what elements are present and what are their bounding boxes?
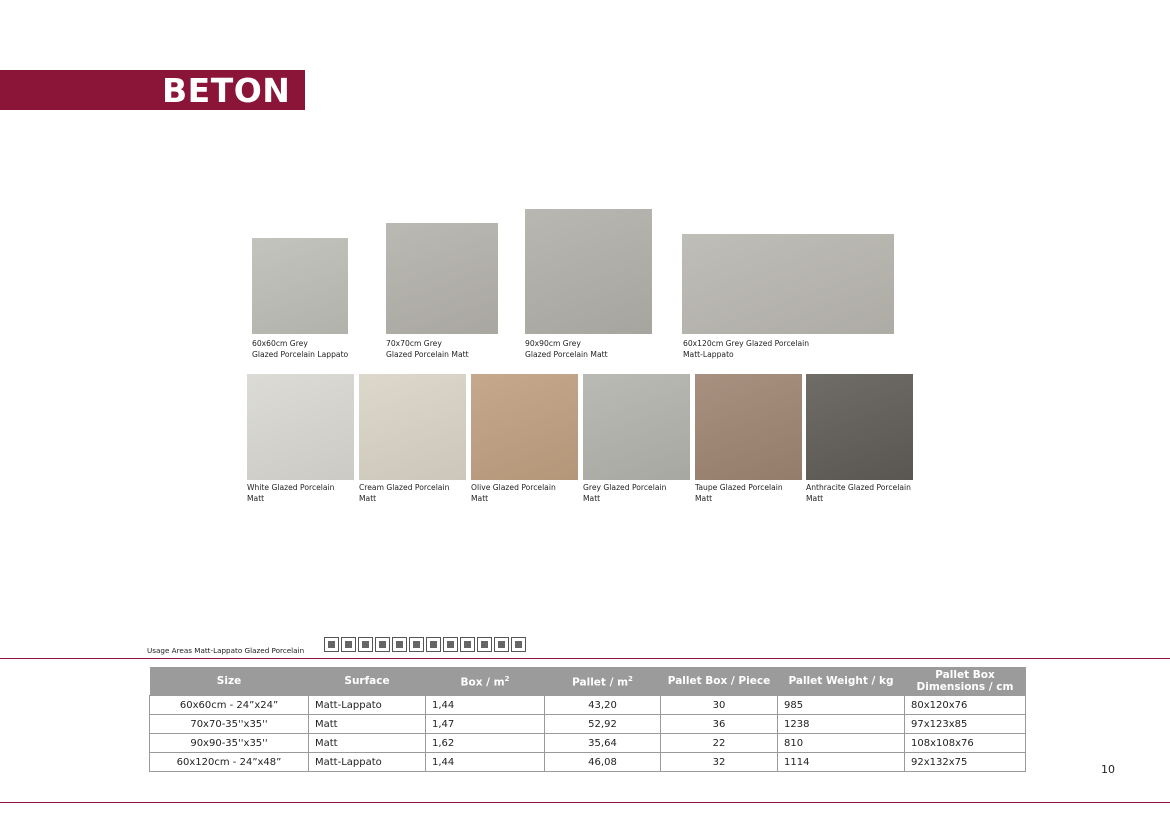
tile-caption-70x70 [386,339,469,360]
caption-line: Glazed Porcelain Matt [386,349,469,359]
col-header-pallet: Pallet / $m^2$ [545,667,661,696]
tile-swatch-cream [359,374,466,480]
caption-line: Matt [806,493,824,503]
cell-dimensions: 92x132x75 [905,753,1026,772]
cell-size: 90x90-35''x35'' [150,734,309,753]
tile-swatch-anthracite [806,374,913,480]
tile-swatch-taupe [695,374,802,480]
cell-surface: Matt [309,715,426,734]
col-header-pallet-weight: Pallet Weight / kg [778,667,905,696]
cell-pallet: 52,92 [545,715,661,734]
tile-caption-white [247,483,334,504]
pool-icon [460,637,475,652]
col-header-pallet-box: Pallet Box / Piece [661,667,778,696]
caption-line: Cream Glazed Porcelain [359,483,450,492]
r-rating-icon [494,637,509,652]
table-row [150,715,1026,734]
caption-line: Taupe Glazed Porcelain [695,483,783,492]
tile-swatch-70x70 [386,223,498,334]
cell-size: 70x70-35''x35'' [150,715,309,734]
tile-swatch-olive [471,374,578,480]
cell-weight: 985 [778,696,905,715]
home-icon [324,637,339,652]
cell-box: 1,44 [426,696,545,715]
cell-dimensions: 108x108x76 [905,734,1026,753]
cell-surface: Matt-Lappato [309,696,426,715]
caption-line: Matt [583,493,601,503]
caption-line: Anthracite Glazed Porcelain [806,483,911,492]
cell-pallet-box: 22 [661,734,778,753]
caption-line: Matt-Lappato [683,349,734,359]
tile-swatch-60x120 [682,234,894,334]
cell-pallet-box: 36 [661,715,778,734]
tile-swatch-grey [583,374,690,480]
caption-line: 60x120cm Grey Glazed Porcelain [683,339,810,348]
caption-line: White Glazed Porcelain [247,483,335,492]
tile-swatch-white [247,374,354,480]
cell-pallet: 46,08 [545,753,661,772]
stairs-icon [477,637,492,652]
cell-size: 60x120cm - 24”x48” [150,753,309,772]
tile-swatch-60x60 [252,238,348,334]
caption-line: Olive Glazed Porcelain [471,483,556,492]
tile-caption-taupe [695,483,783,504]
cell-pallet-box: 32 [661,753,778,772]
caption-line: Matt [247,493,265,503]
caption-line: Glazed Porcelain Lappato [252,349,349,359]
caption-line: 70x70cm Grey [386,339,442,348]
caption-line: Matt [695,493,713,503]
v-rating-icon [511,637,526,652]
usage-icons [324,637,526,652]
table-header-row [150,667,1026,696]
tile-caption-60x60 [252,339,348,360]
table-row [150,753,1026,772]
col-header-box: Box / $m^2$ [426,667,545,696]
divider-bottom [0,802,1170,803]
frost-icon [443,637,458,652]
cell-pallet: 43,20 [545,696,661,715]
col-header-dimensions: Pallet Box Dimensions / cm [905,667,1026,696]
page-number: 10 [1101,763,1115,776]
cell-weight: 1114 [778,753,905,772]
col-header-surface: Surface [309,667,426,696]
cell-surface: Matt [309,734,426,753]
tile-caption-olive [471,483,556,504]
cell-box: 1,44 [426,753,545,772]
col-header-size: Size [150,667,309,696]
caption-line: Matt [359,493,377,503]
caption-line: Matt [471,493,489,503]
cell-pallet: 35,64 [545,734,661,753]
tile-caption-anthracite [806,483,911,504]
cell-weight: 1238 [778,715,905,734]
table-row [150,696,1026,715]
spec-table [149,667,1026,772]
tile-caption-cream [359,483,449,504]
tile-caption-60x120 [683,339,809,360]
cell-size: 60x60cm - 24”x24” [150,696,309,715]
caption-line: 90x90cm Grey [525,339,581,348]
bath-icon [375,637,390,652]
tile-caption-90x90 [525,339,608,360]
tile-swatch-90x90 [525,209,652,334]
floor-icon [409,637,424,652]
cell-surface: Matt-Lappato [309,753,426,772]
cell-pallet-box: 30 [661,696,778,715]
office-icon [392,637,407,652]
kitchen-icon [358,637,373,652]
outdoor-icon [426,637,441,652]
divider-top [0,658,1170,659]
wall-icon [341,637,356,652]
cell-box: 1,62 [426,734,545,753]
cell-dimensions: 80x120x76 [905,696,1026,715]
page-title: BETON [162,71,291,110]
cell-box: 1,47 [426,715,545,734]
cell-dimensions: 97x123x85 [905,715,1026,734]
cell-weight: 810 [778,734,905,753]
caption-line: 60x60cm Grey [252,339,308,348]
caption-line: Glazed Porcelain Matt [525,349,608,359]
caption-line: Grey Glazed Porcelain [583,483,667,492]
tile-caption-grey [583,483,666,504]
table-row [150,734,1026,753]
usage-areas-label: Usage Areas Matt-Lappato Glazed Porcelain [147,646,305,655]
